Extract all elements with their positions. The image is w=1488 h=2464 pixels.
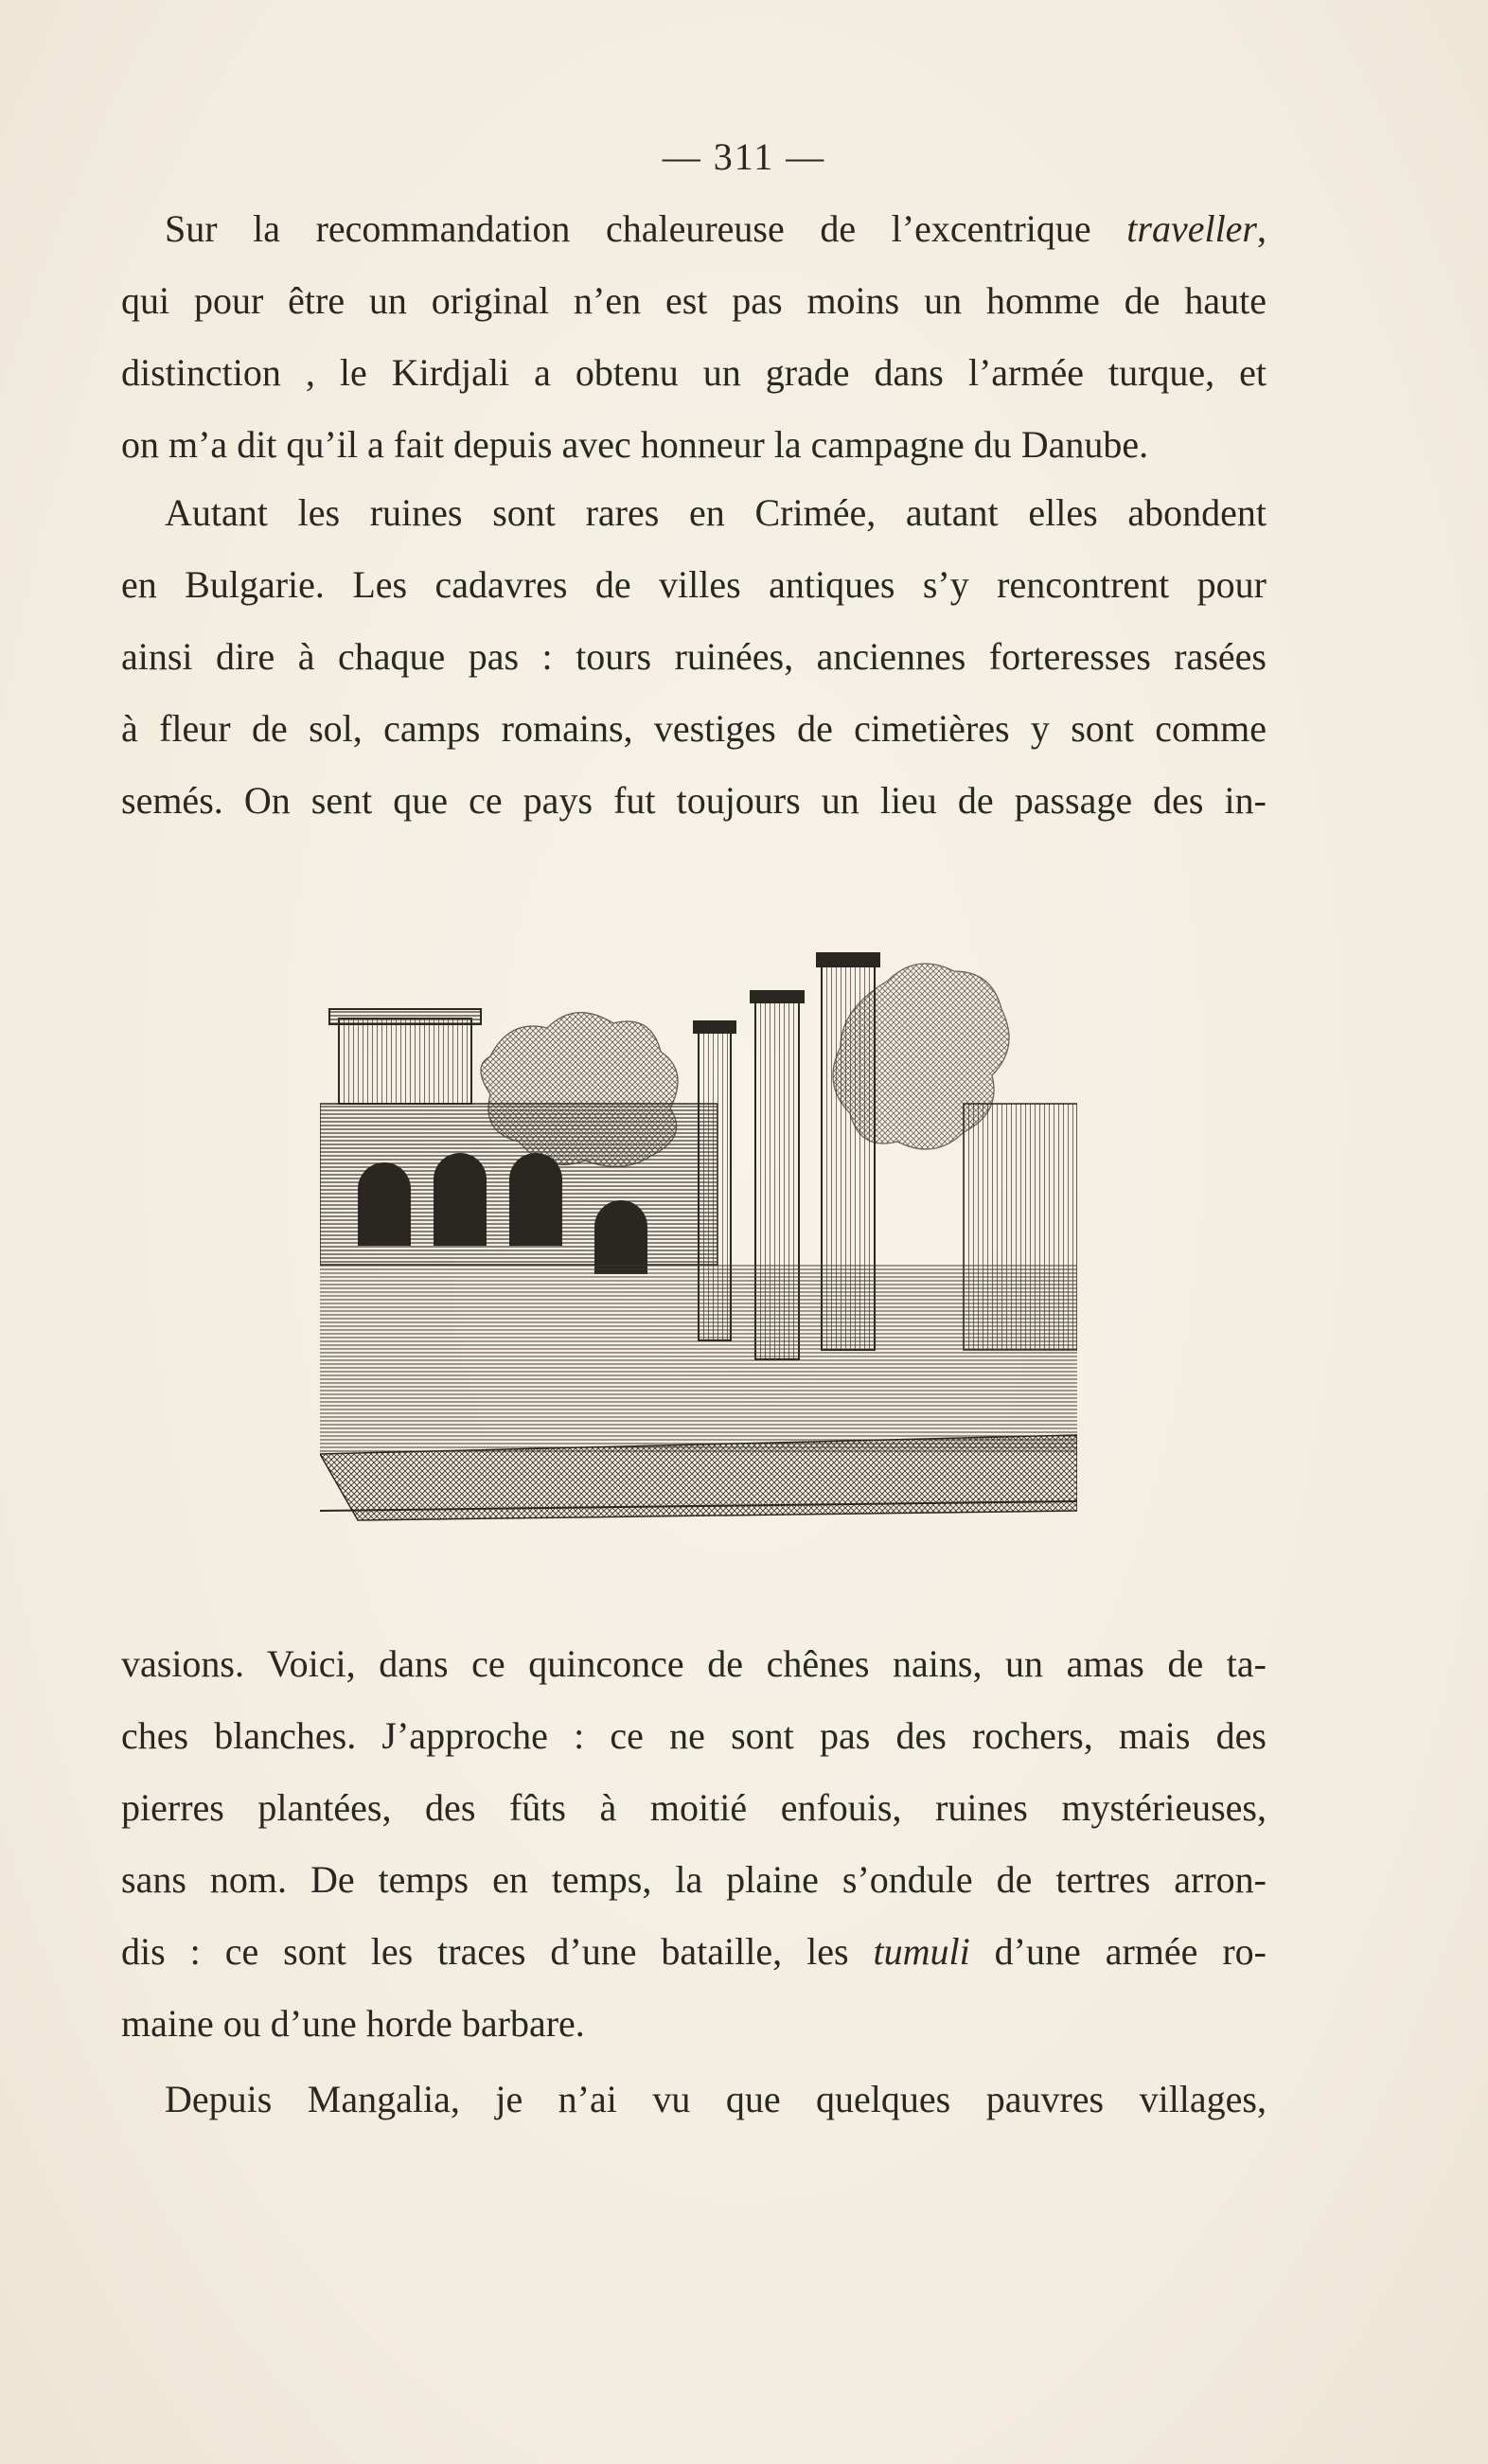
text-line: dis : ce sont les traces d’une bataille, les tumuli d’une armée ro-	[121, 1930, 1267, 1973]
text-line: semés. On sent que ce pays fut toujours un lieu de passage des in-	[121, 779, 1267, 822]
text-line: ches blanches. J’approche : ce ne sont pas des rochers, mais des	[121, 1714, 1267, 1757]
ruined-tower	[329, 1009, 481, 1104]
text-line: à fleur de sol, camps romains, vestiges de cimetières y sont comme	[121, 707, 1267, 750]
text-line: maine ou d’une horde barbare.	[121, 2002, 585, 2045]
text-line: ainsi dire à chaque pas : tours ruinées, anciennes forteresses rasées	[121, 635, 1267, 678]
ruins-illustration	[320, 943, 1077, 1528]
arched-wall	[320, 1104, 717, 1274]
text-line: vasions. Voici, dans ce quinconce de chênes nains, un amas de ta-	[121, 1642, 1267, 1685]
text-line: pierres plantées, des fûts à moitié enfouis, ruines mystérieuses,	[121, 1786, 1267, 1829]
text-line: en Bulgarie. Les cadavres de villes antiques s’y rencontrent pour	[121, 563, 1267, 606]
paragraph-2	[121, 477, 1267, 837]
text-line: on m’a dit qu’il a fait depuis avec honneur la campagne du Danube.	[121, 423, 1149, 466]
paragraph-4	[121, 2064, 1267, 2136]
page-number: — 311 —	[662, 135, 826, 178]
text-line: Depuis Mangalia, je n’ai vu que quelques pauvres villages,	[165, 2078, 1267, 2120]
italic-word: traveller	[1126, 207, 1257, 250]
text-line: qui pour être un original n’en est pas moins un homme de haute	[121, 279, 1267, 322]
text-line: sans nom. De temps en temps, la plaine s’ondule de tertres arron-	[121, 1858, 1267, 1901]
paragraph-3	[121, 1628, 1267, 2060]
text-line: distinction , le Kirdjali a obtenu un grade dans l’armée turque, et	[121, 351, 1267, 394]
text-line: Sur la recommandation chaleureuse de l’excentrique traveller,	[165, 207, 1267, 250]
text-line: Autant les ruines sont rares en Crimée, autant elles abondent	[165, 491, 1267, 534]
paragraph-1	[121, 193, 1267, 481]
ground	[320, 1265, 1077, 1520]
italic-word: tumuli	[873, 1930, 970, 1973]
